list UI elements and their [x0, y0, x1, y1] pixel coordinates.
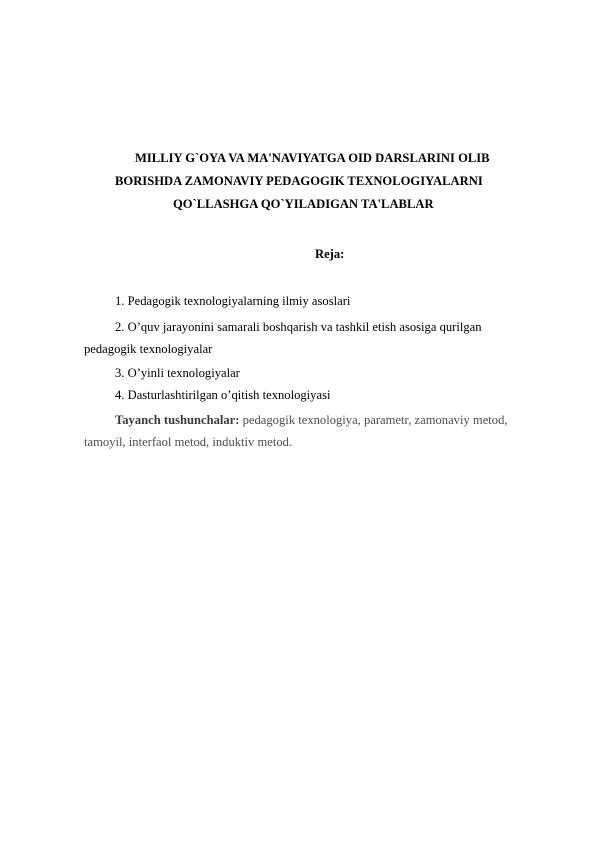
- plan-item-3: 3. O’yinli texnologiyalar: [115, 366, 240, 380]
- document-title-line-2: BORISHDA ZAMONAVIY PEDAGOGIK TEXNOLOGIYALARNI: [115, 174, 483, 188]
- document-title-line-3: QO`LLASHGA QO`YILADIGAN TA'LABLAR: [173, 197, 434, 211]
- key-concepts-line-1: [115, 410, 508, 430]
- document-title-line-1: MILLIY G`OYA VA MA'NAVIYATGA OID DARSLARINI OLIB: [135, 151, 490, 165]
- plan-item-1: 1. Pedagogik texnologiyalarning ilmiy asoslari: [115, 294, 351, 308]
- key-concepts-line-2: tamoyil, interfaol metod, induktiv metod.: [84, 435, 293, 449]
- key-concepts-text: pedagogik texnologiya, parametr, zamonaviy metod,: [239, 413, 508, 427]
- plan-heading: Reja:: [315, 247, 345, 261]
- plan-item-2-continuation: pedagogik texnologiyalar: [84, 342, 213, 356]
- key-concepts-label: Tayanch tushunchalar:: [115, 413, 240, 427]
- plan-item-2: 2. O’quv jarayonini samarali boshqarish va tashkil etish asosiga qurilgan: [115, 320, 482, 334]
- plan-item-4: 4. Dasturlashtirilgan o’qitish texnologiyasi: [115, 388, 331, 402]
